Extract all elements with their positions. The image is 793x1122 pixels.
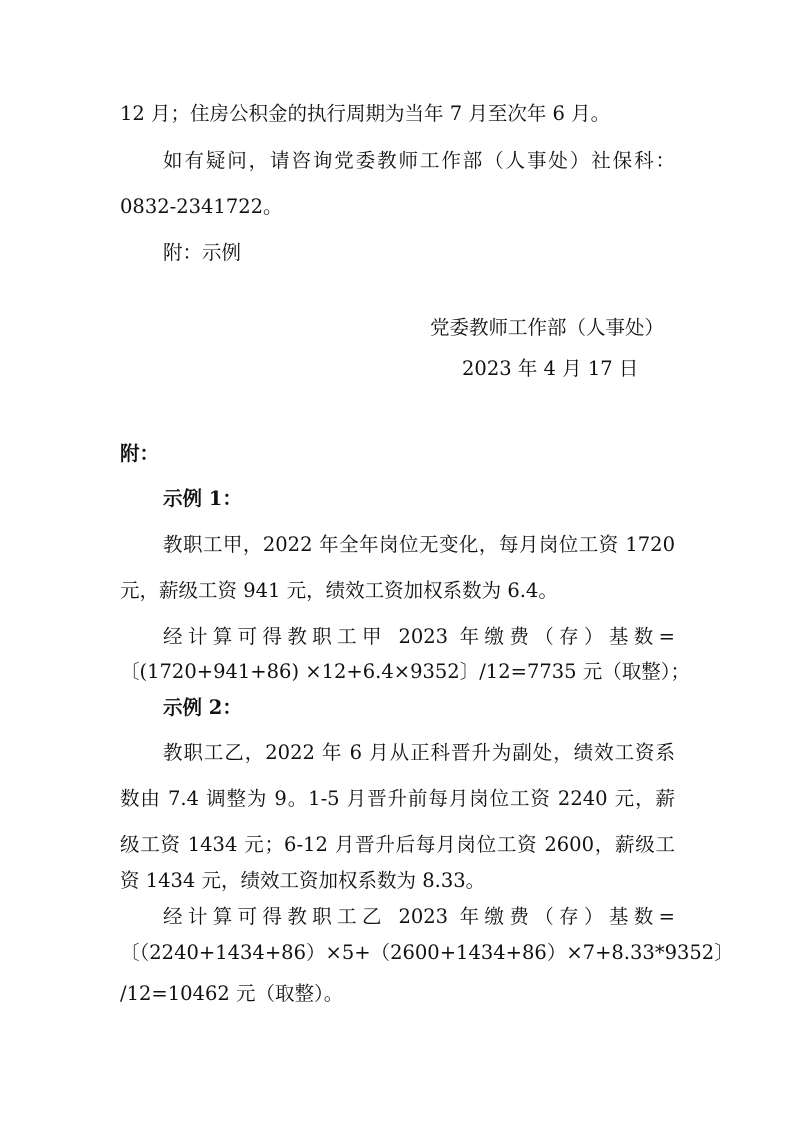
text-line-housing-fund-period: 12 月；住房公积金的执行周期为当年 7 月至次年 6 月。 [120, 102, 611, 125]
text-line-contact: 如有疑问，请咨询党委教师工作部（人事处）社保科： [163, 149, 675, 172]
example1-formula: 〔(1720+941+86) ×12+6.4×9352〕/12=7735 元（取整）； [120, 660, 691, 683]
example2-line: 数由 7.4 调整为 9。1-5 月晋升前每月岗位工资 2240 元，薪 [120, 787, 675, 810]
signature-date: 2023 年 4 月 17 日 [462, 357, 639, 380]
text-line-attachment-note: 附：示例 [163, 241, 242, 264]
signature-department: 党委教师工作部（人事处） [430, 316, 665, 339]
example2-formula-result: /12=10462 元（取整）。 [120, 982, 344, 1005]
example2-line: 级工资 1434 元；6-12 月晋升后每月岗位工资 2600，薪级工 [120, 833, 675, 856]
text-line-phone: 0832-2341722。 [120, 195, 283, 218]
example1-line: 经计算可得教职工甲 2023 年缴费（存）基数= [163, 625, 675, 648]
example2-title: 示例 2： [163, 696, 242, 719]
example2-line: 经计算可得教职工乙 2023 年缴费（存）基数= [163, 905, 675, 928]
example1-title: 示例 1： [163, 487, 242, 510]
example2-line: 教职工乙，2022 年 6 月从正科晋升为副处，绩效工资系 [163, 741, 675, 764]
example1-line: 教职工甲，2022 年全年岗位无变化，每月岗位工资 1720 [163, 533, 675, 556]
appendix-heading: 附： [120, 442, 160, 465]
example2-line: 资 1434 元，绩效工资加权系数为 8.33。 [120, 869, 486, 892]
example2-formula: 〔（2240+1434+86）×5+（2600+1434+86）×7+8.33*9352〕 [120, 941, 734, 964]
example1-line: 元，薪级工资 941 元，绩效工资加权系数为 6.4。 [120, 579, 558, 602]
